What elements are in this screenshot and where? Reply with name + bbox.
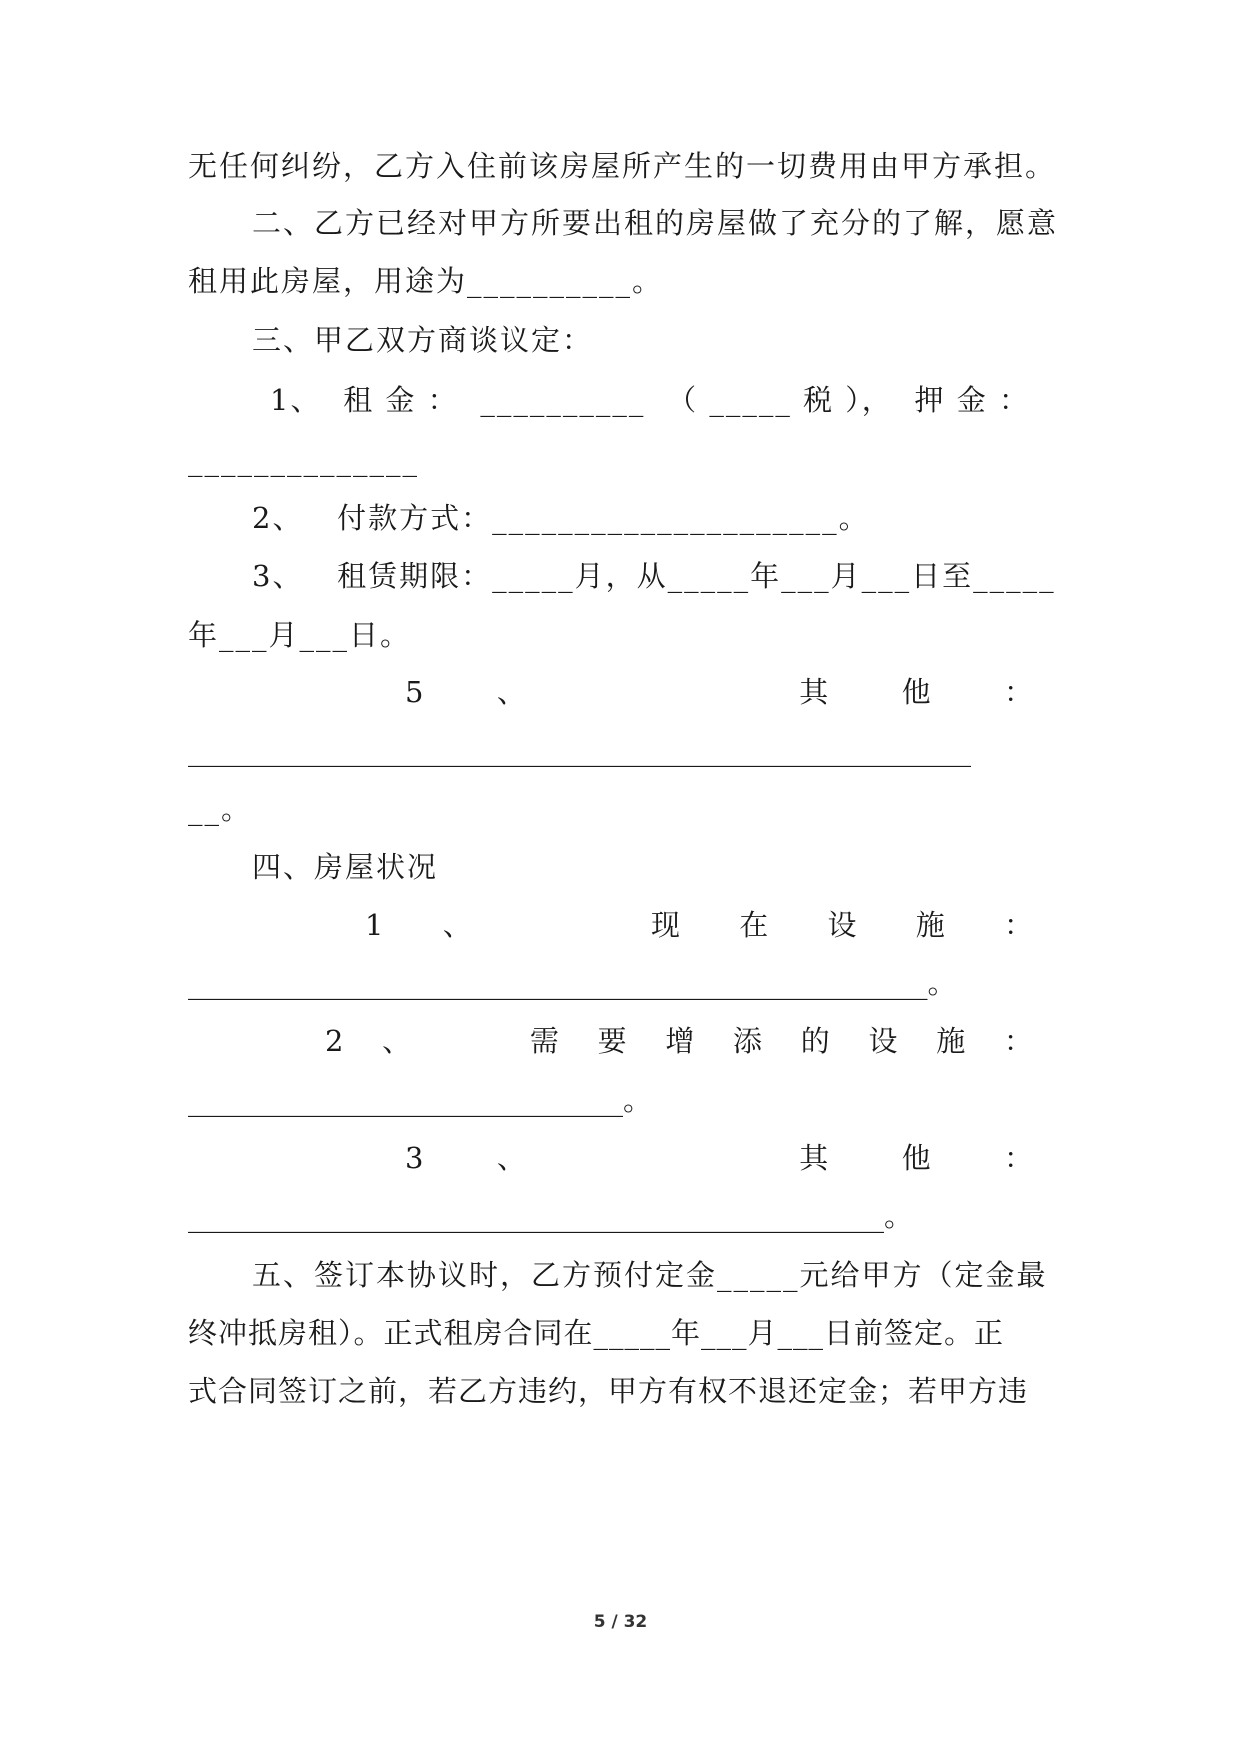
section-heading: 四、房屋状况 [252, 850, 439, 884]
page-number: 5 / 32 [593, 1612, 648, 1632]
punct: 、 [442, 908, 474, 942]
other-blank-end: __。 [188, 792, 253, 826]
char: 设 [868, 1024, 900, 1058]
char: 其 [799, 675, 831, 709]
section-heading: 三、甲乙双方商谈议定： [252, 323, 594, 357]
char: 其 [799, 1141, 831, 1175]
lease-term-line-cont: 年___月___日。 [188, 618, 412, 652]
char: 添 [733, 1024, 765, 1058]
item-number: 5 [405, 675, 426, 709]
paragraph-line: 无任何纠纷，乙方入住前该房屋所产生的一切费用由甲方承担。 [188, 149, 1057, 183]
other-line [405, 672, 1035, 712]
colon: ： [1003, 1141, 1035, 1175]
punct: 、 [382, 1024, 414, 1058]
char: 增 [665, 1024, 697, 1058]
rent-label: 租 金 ： [343, 383, 459, 417]
item-number: 3 [405, 1141, 426, 1175]
paragraph-line: 二、乙方已经对甲方所要出租的房屋做了充分的了解，愿意 [252, 206, 1059, 240]
char: 他 [901, 1141, 933, 1175]
char: 他 [901, 675, 933, 709]
tax-blank: （ _____ 税 ）， [667, 383, 893, 417]
added-facilities-line [325, 1021, 1035, 1061]
punct: 、 [496, 675, 528, 709]
paragraph-line: 五、签订本协议时，乙方预付定金_____元给甲方（定金最 [252, 1258, 1048, 1292]
paragraph-line: 租用此房屋，用途为__________。 [188, 264, 664, 298]
char: 施 [936, 1024, 968, 1058]
char: 需 [529, 1024, 561, 1058]
colon: ： [1003, 1024, 1035, 1058]
deposit-label: 押 金 ： [914, 383, 1030, 417]
other-blank: ______________________________________________________ [188, 733, 971, 767]
house-other-blank: ________________________________________________。 [188, 1199, 914, 1233]
item-number: 2 [325, 1024, 346, 1058]
char: 在 [739, 908, 771, 942]
house-other-line [405, 1138, 1035, 1178]
added-facilities-blank: ______________________________。 [188, 1083, 653, 1117]
char: 的 [800, 1024, 832, 1058]
rent-deposit-line [270, 380, 1030, 420]
item-number: 1 [365, 908, 386, 942]
paragraph-line: 终冲抵房租）。正式租房合同在_____年___月___日前签定。正 [188, 1316, 1005, 1350]
rent-blank: __________ [480, 383, 646, 417]
char: 现 [650, 908, 682, 942]
char: 施 [915, 908, 947, 942]
deposit-blank: ______________ [188, 443, 419, 477]
colon: ： [1003, 675, 1035, 709]
char: 要 [597, 1024, 629, 1058]
colon: ： [1003, 908, 1035, 942]
payment-method-line: 2、 付款方式：_____________________。 [252, 501, 870, 535]
paragraph-line: 式合同签订之前，若乙方违约，甲方有权不退还定金；若甲方违 [188, 1374, 1029, 1408]
lease-term-line: 3、 租赁期限：_____月，从_____年___月___日至_____ [252, 559, 1056, 593]
item-number: 1、 [270, 383, 322, 417]
current-facilities-line [365, 905, 1035, 945]
char: 设 [827, 908, 859, 942]
current-facilities-blank: ___________________________________________________。 [188, 966, 957, 1000]
punct: 、 [496, 1141, 528, 1175]
